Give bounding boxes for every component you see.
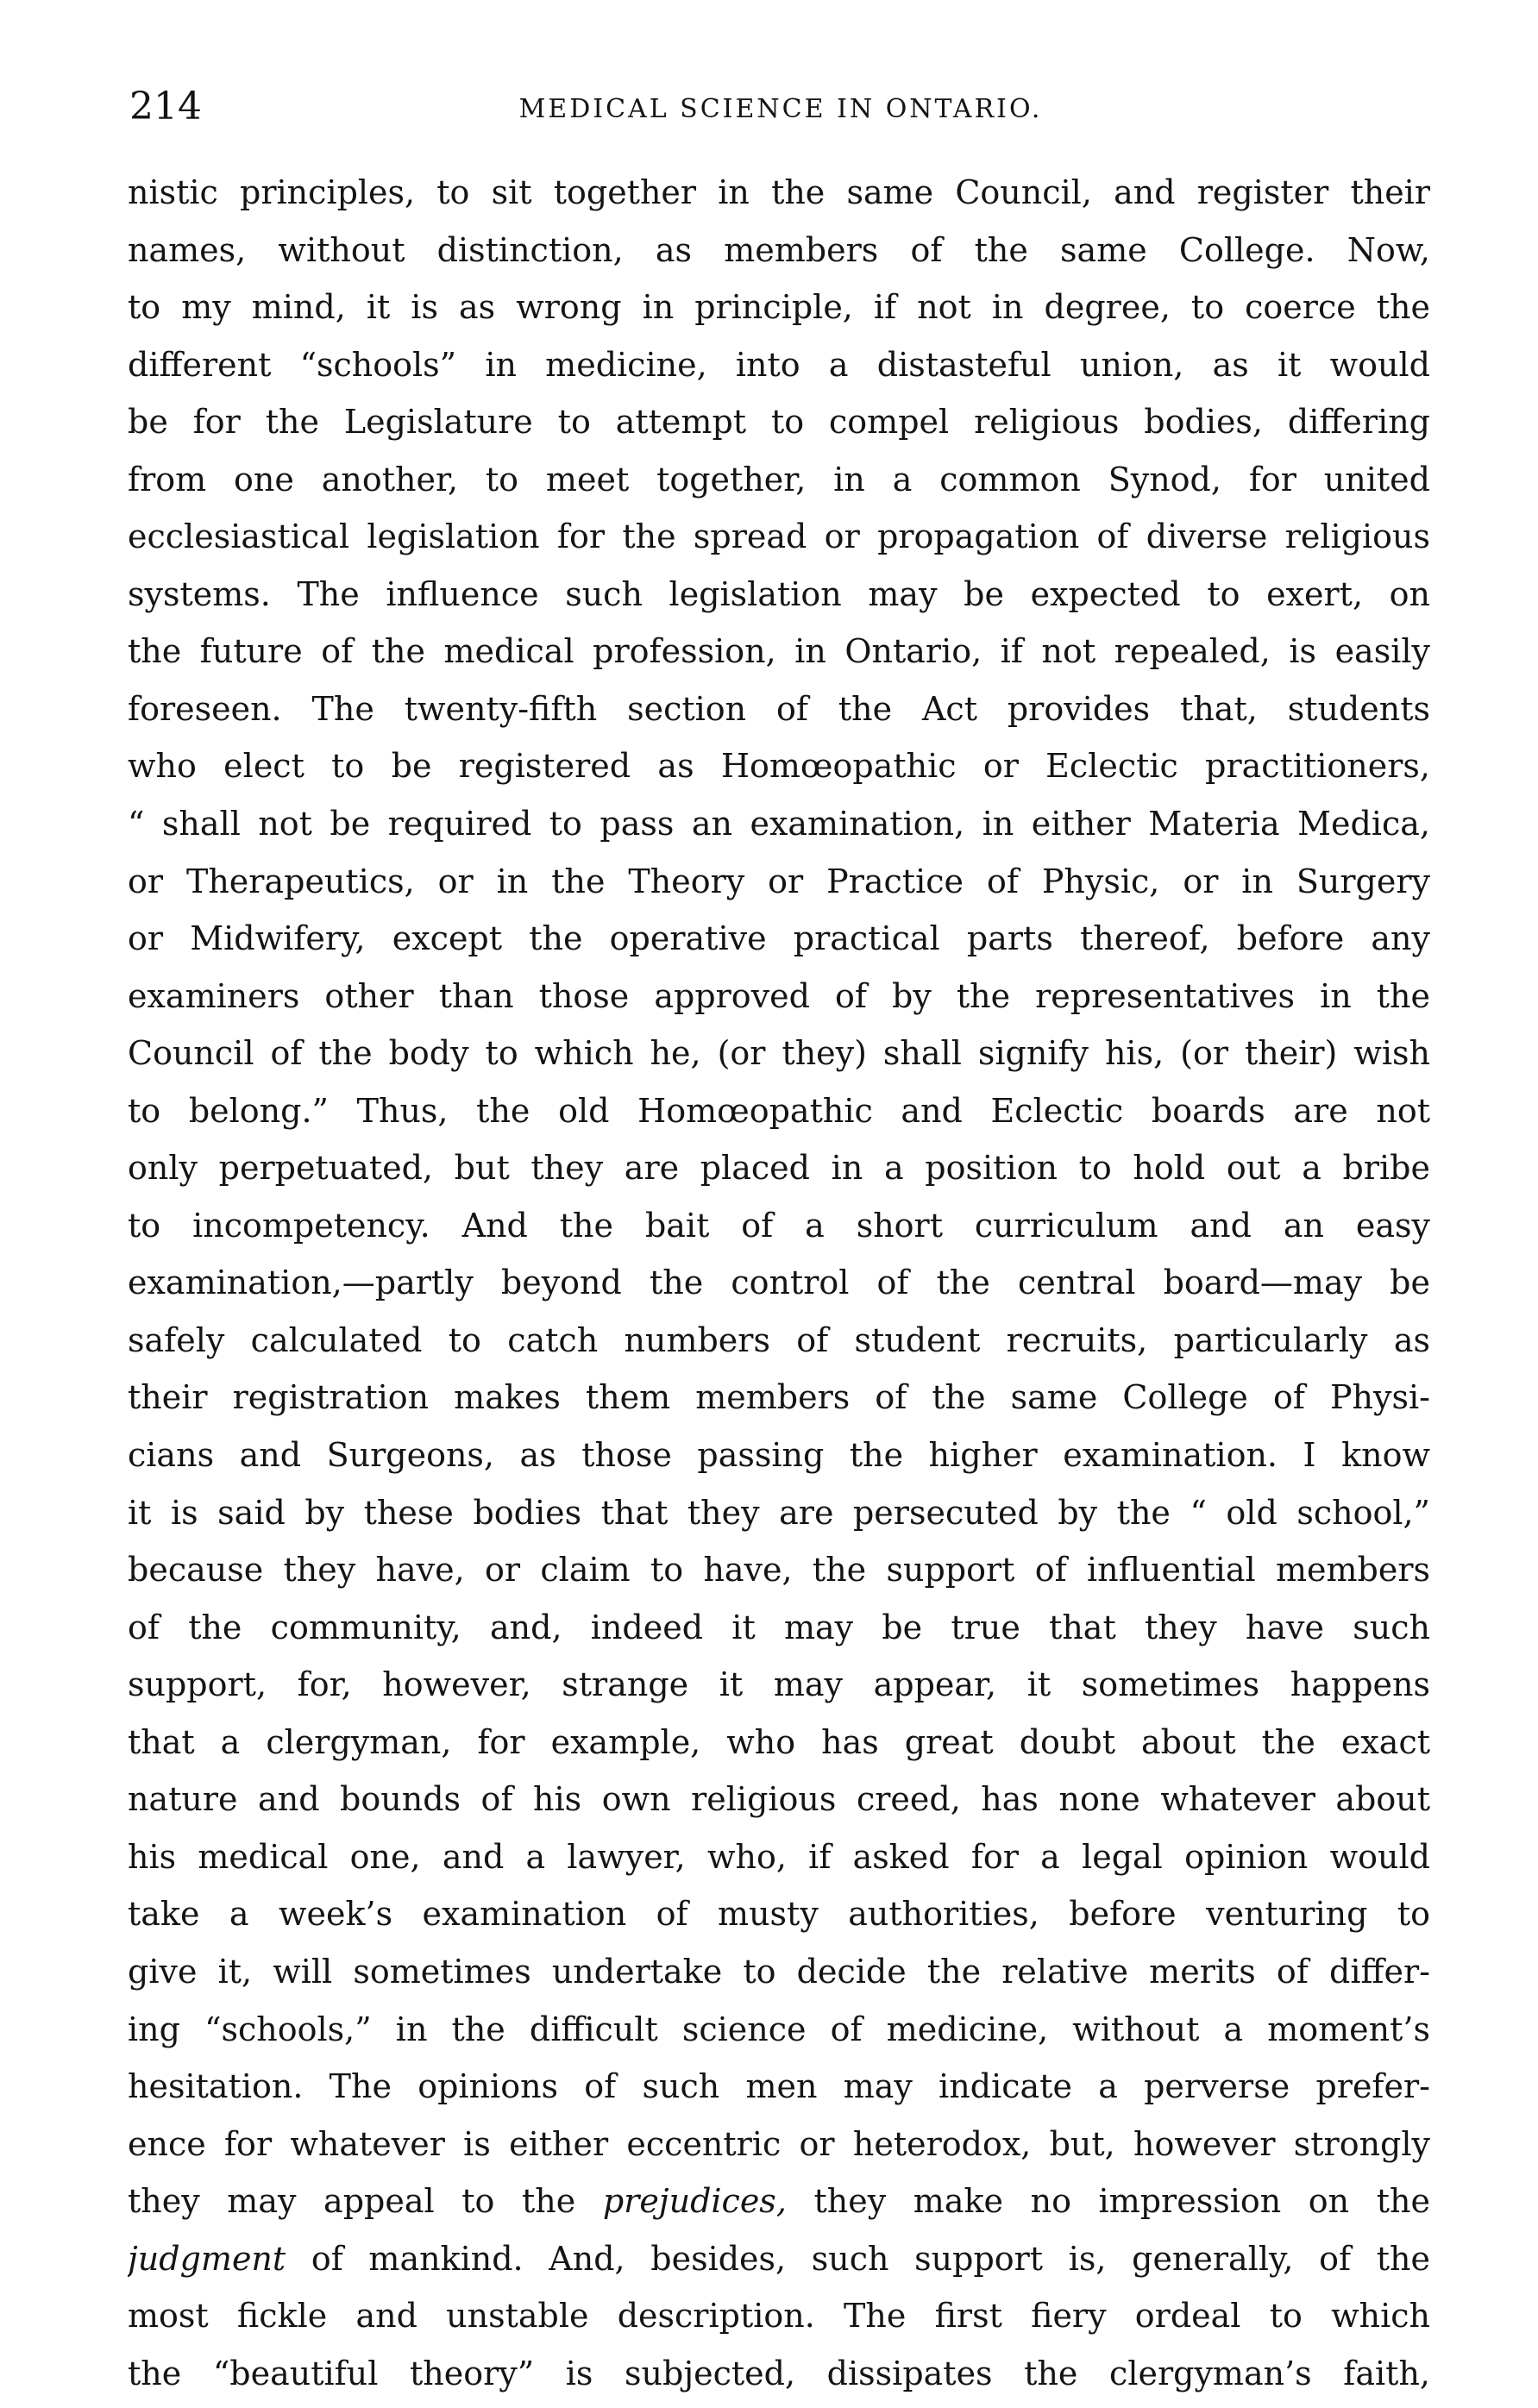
text-line: only perpetuated, but they are placed in a position to hold out a bribe — [128, 1149, 1430, 1188]
running-title: MEDICAL SCIENCE IN ONTARIO. — [518, 94, 1043, 124]
text-line: ence for whatever is either eccentric or heterodox, but, however strongly — [128, 2124, 1430, 2163]
text-line: that a clergyman, for example, who has great doubt about the exact — [128, 1722, 1430, 1761]
text-line: safely calculated to catch numbers of student recruits, particularly as — [128, 1320, 1430, 1359]
text-line: or Midwifery, except the operative practical parts thereof, before any — [128, 919, 1430, 958]
italic-word: prejudices, — [602, 2182, 787, 2221]
text-line: it is said by these bodies that they are persecuted by the “ old school,” — [128, 1493, 1430, 1532]
text-line: systems. The influence such legislation may be expected to exert, on — [128, 574, 1430, 613]
text-line: hesitation. The opinions of such men may indicate a perverse prefer- — [128, 2067, 1430, 2106]
text-line: their registration makes them members of the same College of Physi- — [128, 1378, 1430, 1417]
text-line: to my mind, it is as wrong in principle, if not in degree, to coerce the — [128, 288, 1430, 327]
italic-word: judgment — [128, 2239, 286, 2278]
text-line: the future of the medical profession, in Ontario, if not repealed, is easily — [128, 632, 1430, 671]
text-line: most fickle and unstable description. The first fiery ordeal to which — [128, 2297, 1430, 2336]
text-line: names, without distinction, as members of the same College. Now, — [128, 230, 1430, 269]
text-line: from one another, to meet together, in a common Synod, for united — [128, 460, 1430, 499]
text-line: different “schools” in medicine, into a distasteful union, as it would — [128, 345, 1430, 384]
text-line: to incompetency. And the bait of a short curriculum and an easy — [128, 1206, 1430, 1245]
text-line: to belong.” Thus, the old Homœopathic and Eclectic boards are not — [128, 1091, 1430, 1130]
running-head — [129, 83, 1432, 135]
text-line: “ shall not be required to pass an examination, in either Materia Medica, — [128, 805, 1430, 843]
text-line: because they have, or claim to have, the support of influential members — [128, 1551, 1430, 1590]
text-line — [128, 2173, 1430, 2230]
text-line: Council of the body to which he, (or they) shall signify his, (or their) wish — [128, 1034, 1430, 1073]
text-line — [128, 2230, 1430, 2288]
text-line: support, for, however, strange it may appear, it sometimes happens — [128, 1665, 1430, 1704]
text-line: be for the Legislature to attempt to compel religious bodies, differing — [128, 403, 1430, 442]
text-line: examination,—partly beyond the control of the central board—may be — [128, 1264, 1430, 1302]
text-run: of mankind. And, besides, such support is, generally, of the — [286, 2239, 1430, 2278]
text-run: they make no impression on the — [786, 2182, 1430, 2221]
text-line: nistic principles, to sit together in the same Council, and register their — [128, 173, 1430, 211]
text-line: take a week’s examination of musty authorities, before venturing to — [128, 1895, 1430, 1934]
page-number: 214 — [129, 85, 202, 129]
text-line: his medical one, and a lawyer, who, if asked for a legal opinion would — [128, 1837, 1430, 1876]
text-line: cians and Surgeons, as those passing the higher examination. I know — [128, 1436, 1430, 1475]
body-text — [128, 164, 1430, 2402]
text-line: of the community, and, indeed it may be true that they have such — [128, 1608, 1430, 1646]
text-run: they may appeal to the — [128, 2182, 603, 2221]
text-line: give it, will sometimes undertake to decide the relative merits of differ- — [128, 1952, 1430, 1991]
text-line: ing “schools,” in the difficult science of medicine, without a moment’s — [128, 2010, 1430, 2048]
text-line: or Therapeutics, or in the Theory or Practice of Physic, or in Surgery — [128, 862, 1430, 900]
text-line: who elect to be registered as Homœopathic or Eclectic practitioners, — [128, 747, 1430, 786]
text-line: ecclesiastical legislation for the spread or propagation of diverse religious — [128, 517, 1430, 556]
text-line: the “beautiful theory” is subjected, dissipates the clergyman’s faith, — [128, 2354, 1430, 2392]
text-line: examiners other than those approved of by the representatives in the — [128, 976, 1430, 1015]
text-line: foreseen. The twenty-fifth section of the Act provides that, students — [128, 689, 1430, 728]
text-line: nature and bounds of his own religious creed, has none whatever about — [128, 1780, 1430, 1819]
